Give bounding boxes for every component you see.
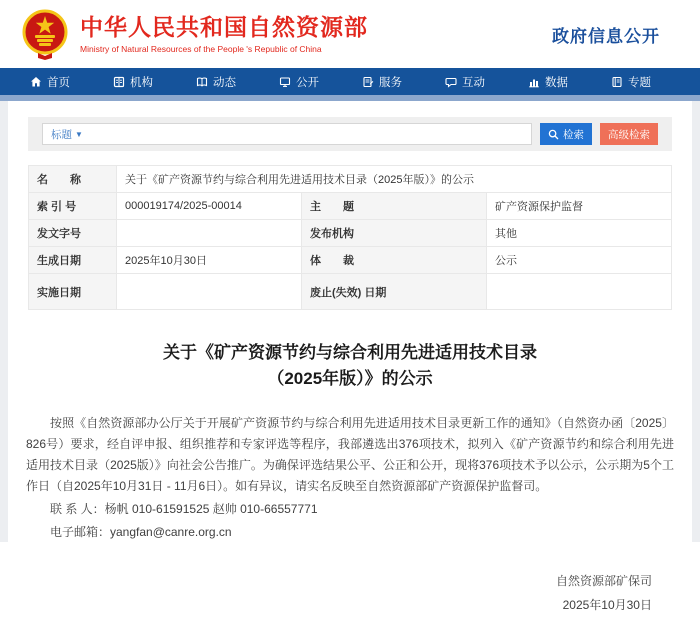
site-title-cn: 中华人民共和国自然资源部	[80, 13, 368, 40]
search-bar	[28, 117, 672, 151]
news-icon	[196, 76, 208, 88]
nav-item-org[interactable]	[101, 74, 184, 90]
meta-publisher-label: 发布机构	[302, 220, 487, 247]
data-icon	[528, 76, 540, 88]
meta-name-value: 关于《矿产资源节约与综合利用先进适用技术目录（2025年版）》的公示	[117, 166, 672, 193]
meta-name-label: 名 称	[29, 166, 117, 193]
national-emblem-icon	[22, 8, 68, 60]
home-icon	[30, 76, 42, 88]
signature-department: 自然资源部矿保司	[555, 573, 652, 588]
nav-label: 公开	[296, 76, 319, 89]
site-title-en: Ministry of Natural Resources of the People 's Republic of China	[80, 44, 322, 55]
document-meta-table	[28, 165, 672, 310]
interact-icon	[445, 76, 457, 88]
meta-subject-value: 矿产资源保护监督	[487, 193, 672, 220]
nav-item-service[interactable]	[350, 74, 433, 90]
disclosure-icon	[279, 76, 291, 88]
meta-impldate-label: 实施日期	[29, 274, 117, 310]
main-nav	[0, 68, 700, 95]
article-body	[26, 413, 674, 543]
nav-item-topic[interactable]	[599, 74, 682, 90]
meta-impldate-value	[117, 274, 302, 310]
search-field-selector[interactable]	[51, 127, 83, 142]
email-line: 电子邮箱：yangfan@canre.org.cn	[50, 524, 232, 539]
meta-publisher-value: 其他	[487, 220, 672, 247]
article-title-line1: 关于《矿产资源节约与综合利用先进适用技术目录	[163, 343, 537, 362]
meta-genre-label: 体 裁	[302, 247, 487, 274]
table-row	[29, 247, 672, 274]
meta-gendate-value: 2025年10月30日	[117, 247, 302, 274]
contact-line: 联 系 人：杨帆 010-61591525 赵帅 010-66557771	[50, 501, 318, 516]
gov-info-disclosure-link[interactable]: 政府信息公开	[552, 26, 660, 46]
chevron-down-icon: ▼	[75, 129, 83, 139]
nav-item-interact[interactable]	[433, 74, 516, 90]
content-card	[8, 101, 692, 612]
nav-label: 互动	[462, 76, 485, 89]
meta-expire-value	[487, 274, 672, 310]
nav-item-disclosure[interactable]	[267, 74, 350, 90]
nav-item-data[interactable]	[516, 74, 599, 90]
article-title-line2: （2025年版）》的公示	[267, 369, 433, 389]
search-button[interactable]	[540, 123, 592, 145]
article-paragraph: 按照《自然资源部办公厅关于开展矿产资源节约与综合利用先进适用技术目录更新工作的通知》（自然资办函〔2025〕826号）要求，经自评申报、组织推荐和专家评选等程序，我部遴选出376项技术，拟列入《矿产资源节约和综合利用先进适用技术目录（2025版）》向社会公告推广。为确保评选结果公平、公正和公开，现将376项技术予以公示，公示期为5个工作日（自2025年10月31日 - 11月6日）。如有异议，请实名反映至自然资源部矿产资源保护监督司。	[26, 415, 674, 493]
search-field-label: 标题	[51, 128, 72, 141]
meta-index-value: 000019174/2025-00014	[117, 193, 302, 220]
advanced-search-button[interactable]	[600, 123, 658, 145]
site-title-block	[80, 14, 368, 55]
site-header	[0, 0, 700, 68]
table-row	[29, 274, 672, 310]
meta-docno-value	[117, 220, 302, 247]
meta-expire-label: 废止(失效) 日期	[302, 274, 487, 310]
table-row	[29, 220, 672, 247]
nav-label: 数据	[545, 76, 568, 89]
nav-item-home[interactable]	[18, 74, 101, 90]
meta-gendate-label: 生成日期	[29, 247, 117, 274]
search-icon	[548, 129, 559, 140]
meta-genre-value: 公示	[487, 247, 672, 274]
org-icon	[113, 76, 125, 88]
nav-label: 服务	[379, 76, 402, 89]
service-icon	[362, 76, 374, 88]
article-title	[26, 340, 674, 393]
search-button-label: 检索	[563, 128, 584, 141]
nav-label: 首页	[47, 76, 70, 89]
article	[8, 310, 692, 617]
signature-date: 2025年10月30日	[562, 597, 652, 612]
meta-index-label: 索 引 号	[29, 193, 117, 220]
page-background	[0, 101, 700, 612]
table-row	[29, 193, 672, 220]
nav-label: 专题	[628, 76, 651, 89]
meta-docno-label: 发文字号	[29, 220, 117, 247]
meta-subject-label: 主 题	[302, 193, 487, 220]
signature-block	[26, 569, 674, 617]
advanced-search-label: 高级检索	[608, 128, 650, 141]
topic-icon	[611, 76, 623, 88]
nav-label: 动态	[213, 76, 236, 89]
search-input[interactable]	[42, 123, 532, 145]
table-row	[29, 166, 672, 193]
nav-item-news[interactable]	[184, 74, 267, 90]
nav-label: 机构	[130, 76, 153, 89]
